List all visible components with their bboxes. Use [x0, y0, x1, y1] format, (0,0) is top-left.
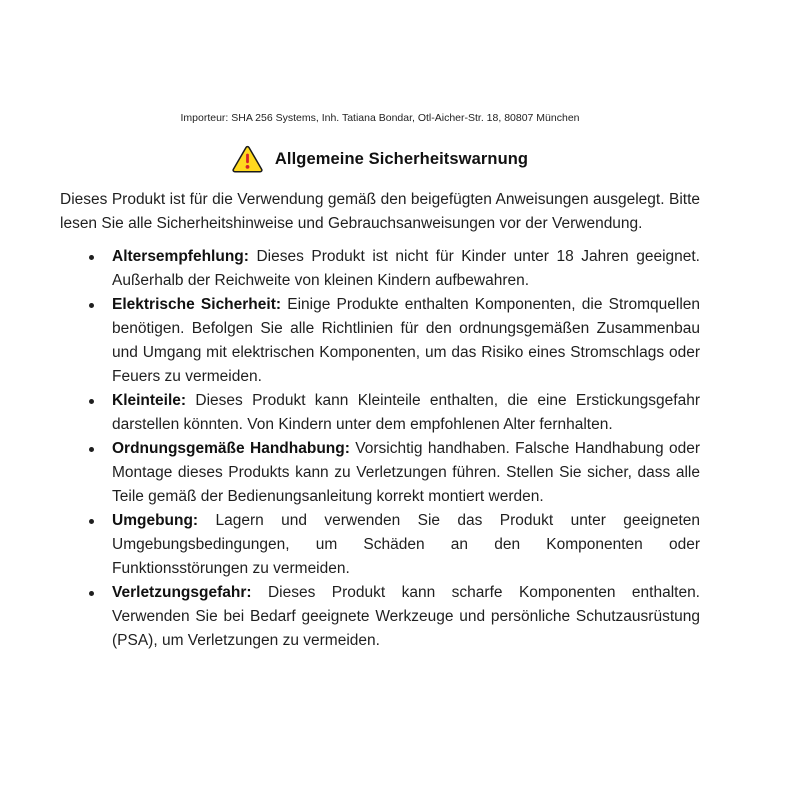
list-item: [60, 389, 700, 437]
bullet-label: Altersempfehlung:: [112, 248, 249, 265]
list-item: [60, 437, 700, 509]
bullet-label: Kleinteile:: [112, 392, 187, 409]
bullet-label: Ordnungsgemäße Handhabung:: [112, 440, 350, 457]
warning-triangle-icon: [232, 145, 263, 173]
importer-line: Importeur: SHA 256 Systems, Inh. Tatiana Bondar, Otl-Aicher-Str. 18, 80807 München: [180, 112, 580, 124]
bullet-text: Dieses Produkt kann Kleinteile enthalten, die eine Erstickungsgefahr darstellen könnten. Von Kindern unter dem empfohlenen Alter fernhalten.: [112, 392, 700, 433]
bullet-label: Elektrische Sicherheit:: [112, 296, 282, 313]
bullet-text: Lagern und verwenden Sie das Produkt unter geeigneten Umgebungsbedingungen, um Schäden an den Komponenten oder Funktionsstörungen zu vermeiden.: [112, 512, 700, 577]
page-title: Allgemeine Sicherheitswarnung: [274, 149, 529, 168]
safety-warning-list: [60, 245, 700, 653]
list-item: [60, 581, 700, 653]
bullet-text: Dieses Produkt kann scharfe Komponenten enthalten. Verwenden Sie bei Bedarf geeignete Werkzeuge und persönliche Schutzausrüstung (PSA), um Verletzungen zu vermeiden.: [112, 584, 700, 649]
bullet-text: Dieses Produkt ist nicht für Kinder unter 18 Jahren geeignet. Außerhalb der Reichweite von kleinen Kindern aufbewahren.: [112, 248, 700, 289]
bullet-text: Vorsichtig handhaben. Falsche Handhabung oder Montage dieses Produkts kann zu Verletzungen führen. Stellen Sie sicher, dass alle Teile gemäß der Bedienungsanleitung korrekt montiert werden.: [112, 440, 700, 505]
list-item: [60, 293, 700, 389]
document-content: [60, 112, 700, 653]
list-item: [60, 245, 700, 293]
bullet-text: Einige Produkte enthalten Komponenten, die Stromquellen benötigen. Befolgen Sie alle Richtlinien für den ordnungsgemäßen Zusammenbau und Umgang mit elektrischen Komponenten, um das Risiko eines Stromschlags oder Feuers zu vermeiden.: [112, 296, 701, 385]
intro-paragraph: Dieses Produkt ist für die Verwendung gemäß den beigefügten Anweisungen ausgelegt. Bitte lesen Sie alle Sicherheitshinweise und Gebrauchsanweisungen vor der Verwendung.: [60, 191, 700, 232]
title-row: [60, 144, 700, 174]
bullet-label: Umgebung:: [112, 512, 199, 529]
list-item: [60, 509, 700, 581]
bullet-label: Verletzungsgefahr:: [112, 584, 252, 601]
